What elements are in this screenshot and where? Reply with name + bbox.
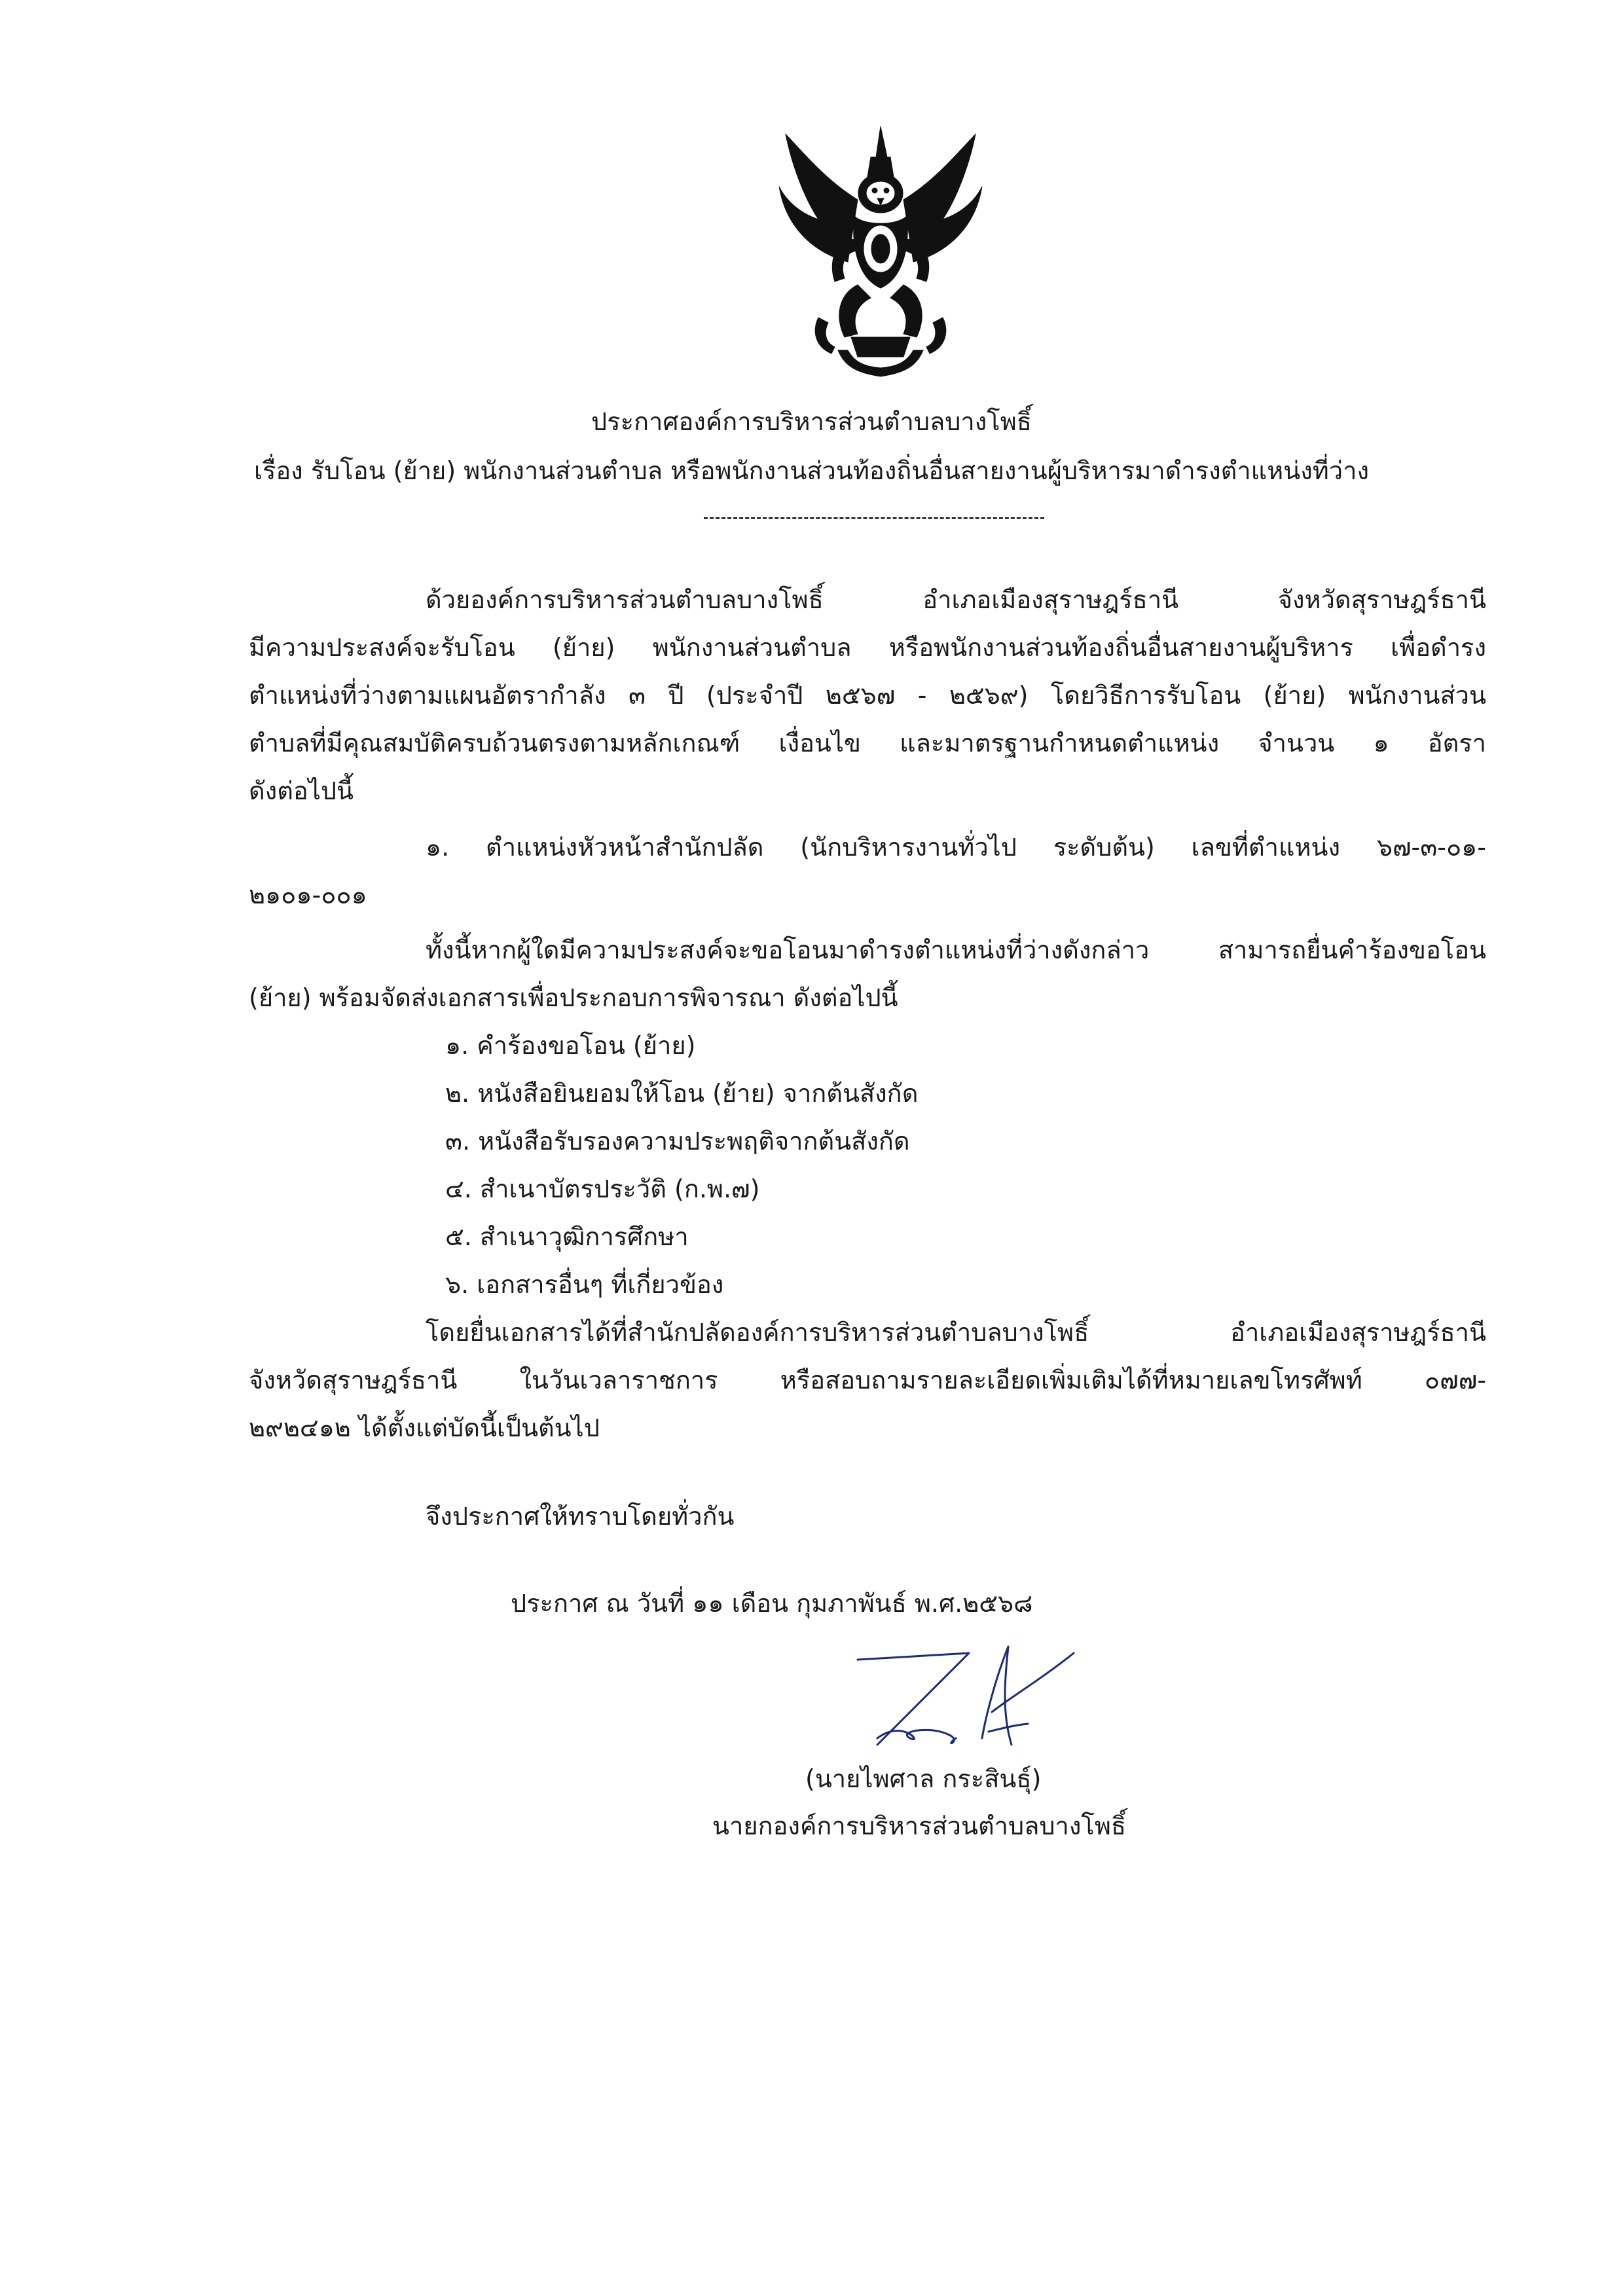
document-item: ๒. หนังสือยินยอมให้โอน (ย้าย) จากต้นสังกัด xyxy=(445,1079,919,1108)
divider xyxy=(704,517,1044,519)
submission-line: จังหวัดสุราษฎร์ธานี ในวันเวลาราชการ หรือสอบถามรายละเอียดเพิ่มเติมได้ที่หมายเลขโทรศัพท์ ๐๗๗- xyxy=(249,1366,1486,1394)
intro-line: ด้วยองค์การบริหารส่วนตำบลบางโพธิ์ อำเภอเมืองสุราษฎร์ธานี จังหวัดสุราษฎร์ธานี xyxy=(426,585,1486,614)
intro-line: ตำแหน่งที่ว่างตามแผนอัตรากำลัง ๓ ปี (ประจำปี ๒๕๖๗ - ๒๕๖๙) โดยวิธีการรับโอน (ย้าย) พนักงานส่วน xyxy=(249,681,1486,710)
document-item: ๖. เอกสารอื่นๆ ที่เกี่ยวข้อง xyxy=(445,1270,724,1299)
page-title: ประกาศองค์การบริหารส่วนตำบลบางโพธิ์ xyxy=(591,407,1032,436)
signature-icon xyxy=(851,1640,1087,1748)
announcement-date: ประกาศ ณ วันที่ ๑๑ เดือน กุมภาพันธ์ พ.ศ.๒๕๖๘ xyxy=(511,1589,1033,1618)
intro-line: ดังต่อไปนี้ xyxy=(249,776,354,805)
submission-line: ๒๙๒๔๑๒ ได้ตั้งแต่บัดนี้เป็นต้นไป xyxy=(249,1413,600,1442)
document-item: ๑. คำร้องขอโอน (ย้าย) xyxy=(445,1031,696,1060)
garuda-emblem-icon xyxy=(773,121,989,383)
document-item: ๔. สำเนาบัตรประวัติ (ก.พ.๗) xyxy=(445,1175,760,1203)
closing-line: จึงประกาศให้ทราบโดยทั่วกัน xyxy=(426,1502,735,1531)
subject-line: เรื่อง รับโอน (ย้าย) พนักงานส่วนตำบล หรือพนักงานส่วนท้องถิ่นอื่นสายงานผู้บริหารมาดำรงตำแหน่งที่ว่าง xyxy=(253,456,1370,485)
signatory-title: นายกองค์การบริหารส่วนตำบลบางโพธิ์ xyxy=(712,1812,1127,1840)
intro-line: ตำบลที่มีคุณสมบัติครบถ้วนตรงตามหลักเกณฑ์ เงื่อนไข และมาตรฐานกำหนดตำแหน่ง จำนวน ๑ อัตรา xyxy=(249,729,1486,757)
intro-line: มีความประสงค์จะรับโอน (ย้าย) พนักงานส่วนตำบล หรือพนักงานส่วนท้องถิ่นอื่นสายงานผู้บริหาร เพื่อดำรง xyxy=(249,633,1486,662)
document-item: ๓. หนังสือรับรองความประพฤติจากต้นสังกัด xyxy=(445,1127,910,1156)
position-line: ๑. ตำแหน่งหัวหน้าสำนักปลัด (นักบริหารงานทั่วไป ระดับต้น) เลขที่ตำแหน่ง ๖๗-๓-๐๑- xyxy=(426,833,1486,862)
position-line: ๒๑๐๑-๐๐๑ xyxy=(249,881,367,909)
document-item: ๕. สำเนาวุฒิการศึกษา xyxy=(445,1222,689,1251)
apply-line: ทั้งนี้หากผู้ใดมีความประสงค์จะขอโอนมาดำรงตำแหน่งที่ว่างดังกล่าว สามารถยื่นคำร้องขอโอน xyxy=(426,936,1486,964)
signatory-name: (นายไพศาล กระสินธุ์) xyxy=(805,1764,1042,1793)
submission-line: โดยยื่นเอกสารได้ที่สำนักปลัดองค์การบริหารส่วนตำบลบางโพธิ์ อำเภอเมืองสุราษฎร์ธานี xyxy=(426,1318,1486,1347)
apply-line: (ย้าย) พร้อมจัดส่งเอกสารเพื่อประกอบการพิจารณา ดังต่อไปนี้ xyxy=(249,983,898,1012)
